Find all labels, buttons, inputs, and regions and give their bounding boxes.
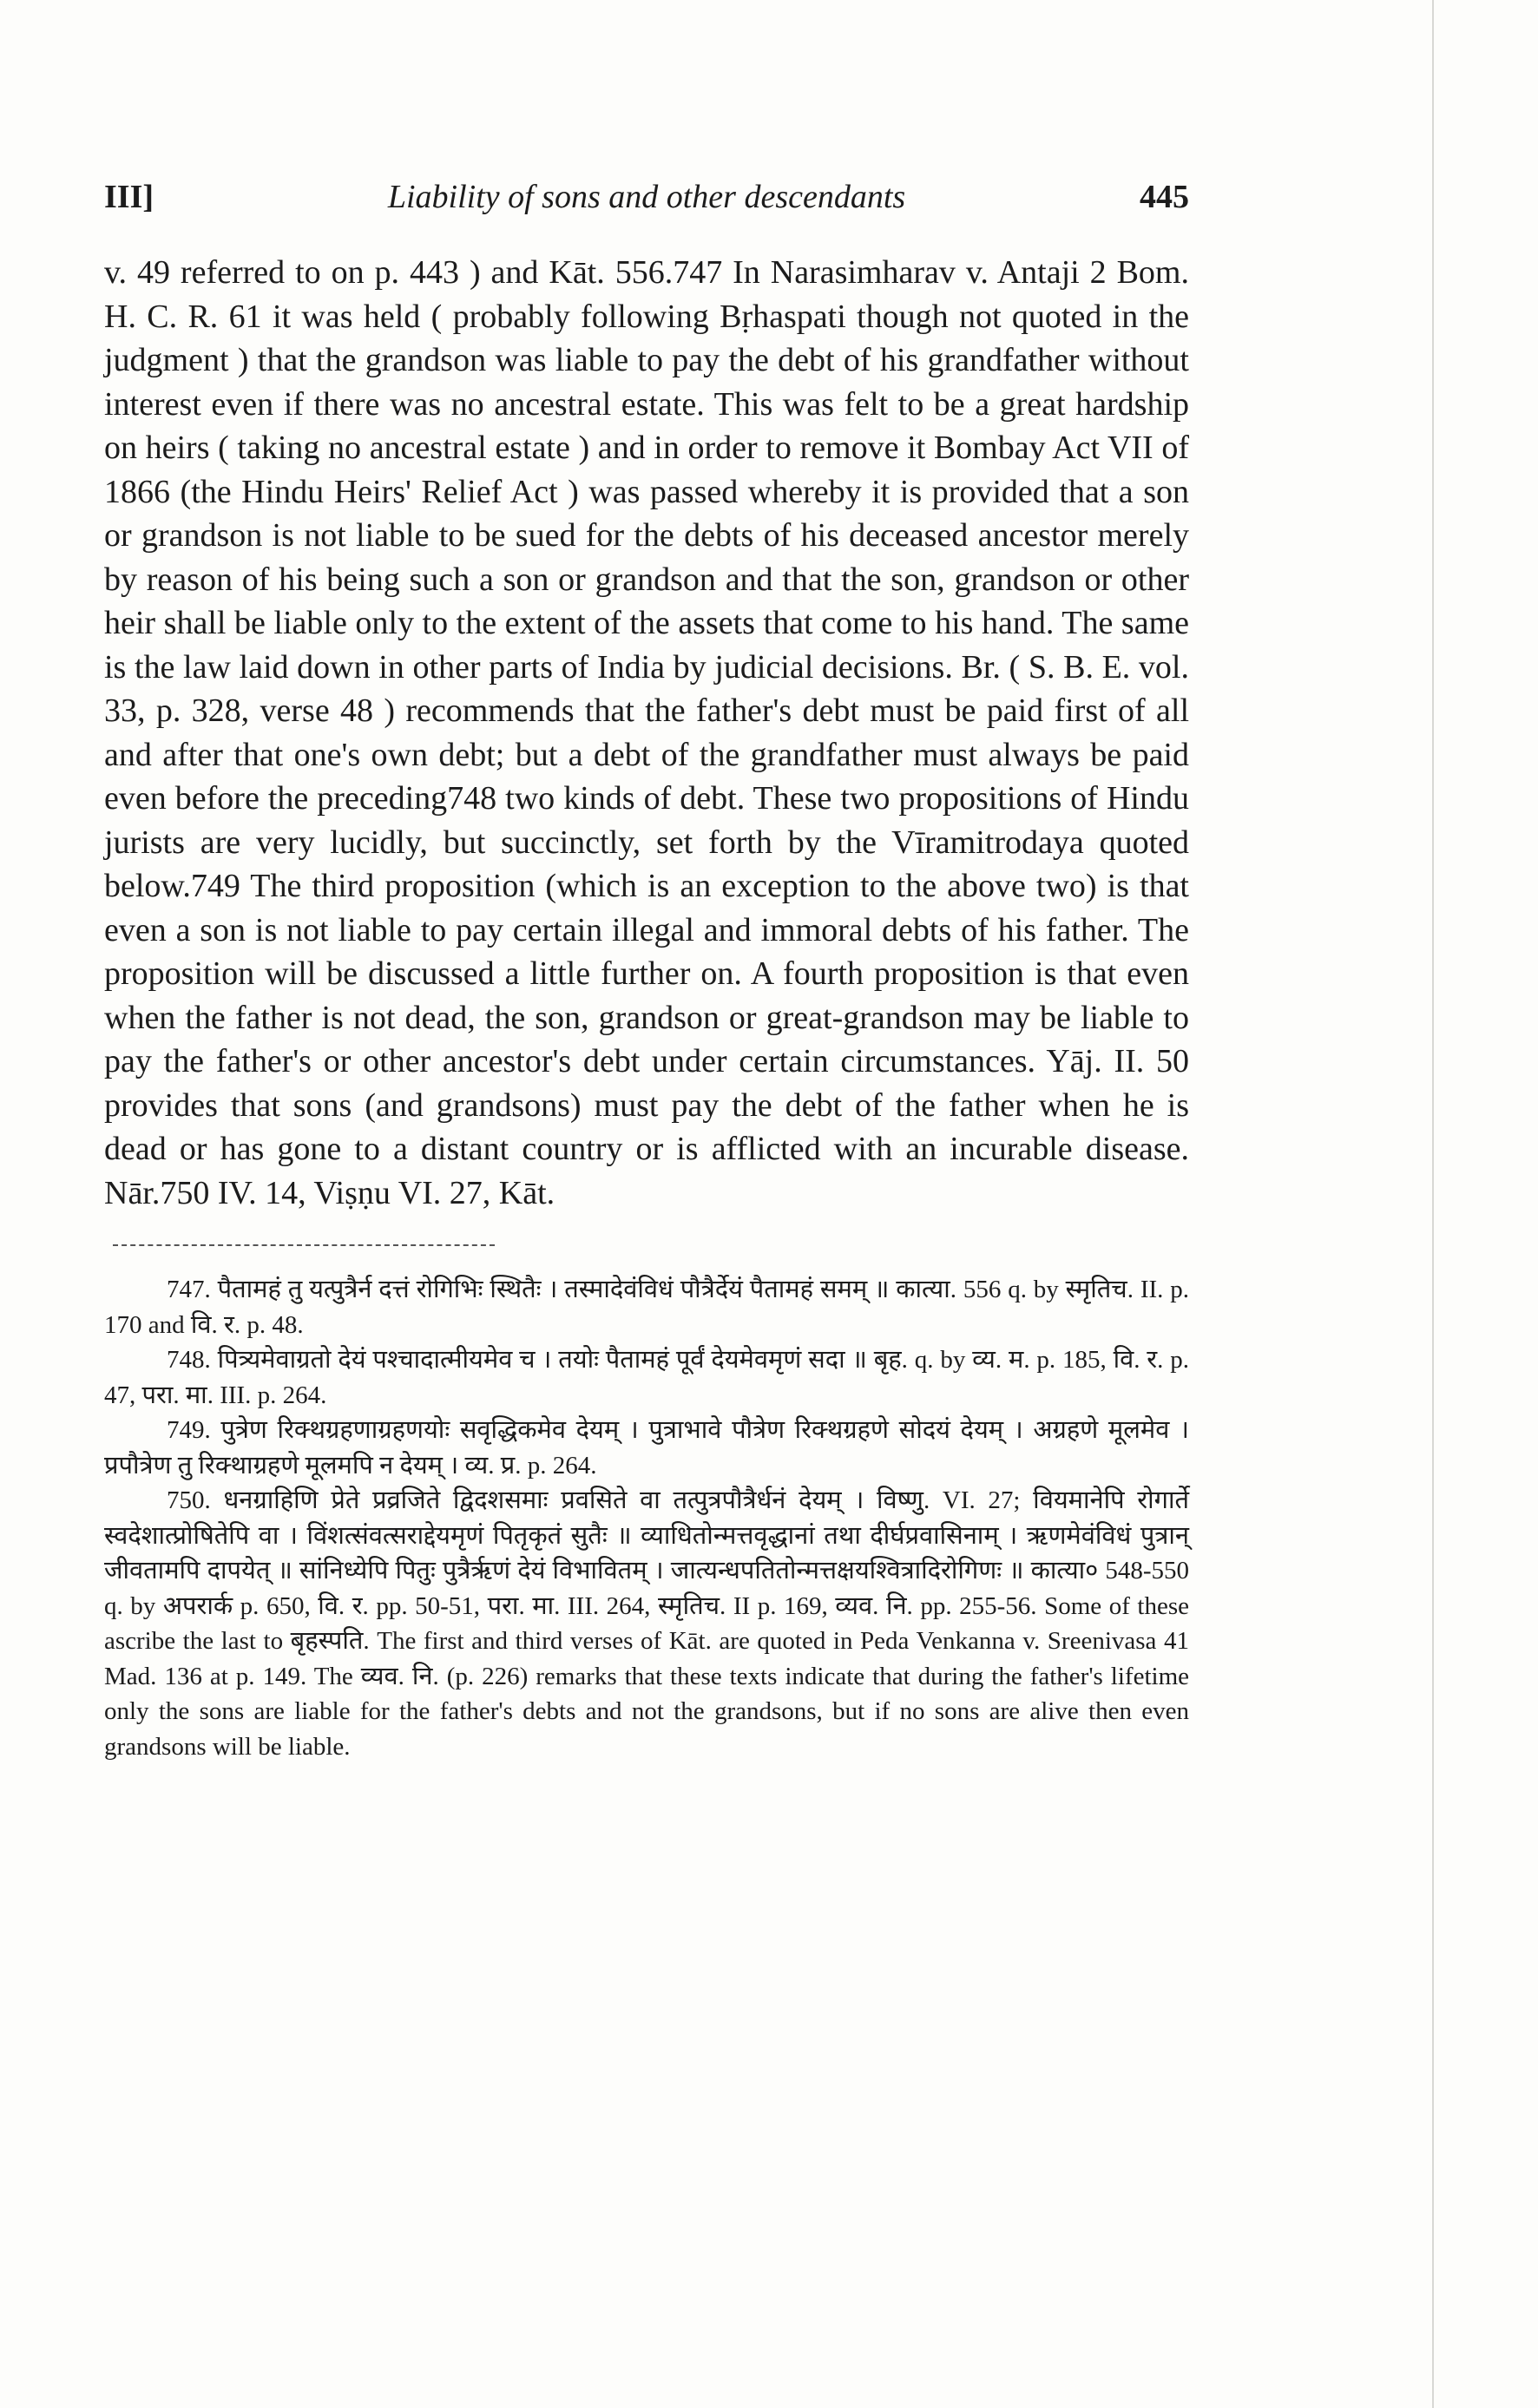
page-number: 445 (1140, 179, 1189, 215)
running-header (104, 178, 1189, 216)
book-page (104, 178, 1189, 1764)
footnote-748: 748. पित्र्यमेवाग्रतो देयं पश्चादात्मीयमेव च । तयोः पैतामहं पूर्वं देयमेवमृणं सदा ॥ बृह. q. by व्य. म. p. 185, वि. र. p. 47, परा. मा. III. p. 264. (104, 1346, 1189, 1409)
body-paragraph: v. 49 referred to on p. 443 ) and Kāt. 556.747 In Narasimharav v. Antaji 2 Bom. H. C. R. 61 it was held ( probably following Bṛhaspati though not quoted in the judgment ) that the grandson was liable to pay the debt of his grandfather without interest even if there was no ancestral estate. This was felt to be a great hardship on heirs ( taking no ancestral estate ) and in order to remove it Bombay Act VII of 1866 (the Hindu Heirs' Relief Act ) was passed whereby it is provided that a son or grandson is not liable to be sued for the debts of his deceased ancestor merely by reason of his being such a son or grandson and that the son, grandson or other heir shall be liable only to the extent of the assets that come to his hand. The same is the law laid down in other parts of India by judicial decisions. Br. ( S. B. E. vol. 33, p. 328, verse 48 ) recommends that the father's debt must be paid first of all and after that one's own debt; but a debt of the grandfather must always be paid even before the preceding748 two kinds of debt. These two propositions of Hindu jurists are very lucidly, but succinctly, set forth by the Vīramitrodaya quoted below.749 The third proposition (which is an exception to the above two) is that even a son is not liable to pay certain illegal and immoral debts of his father. The proposition will be discussed a little further on. A fourth proposition is that even when the father is not dead, the son, grandson or great-grandson may be liable to pay the father's or other ancestor's debt under certain circumstances. Yāj. II. 50 provides that sons (and grandsons) must pay the debt of the father when he is dead or has gone to a distant country or is afflicted with an incurable disease. Nār.750 IV. 14, Viṣṇu VI. 27, Kāt. (104, 254, 1189, 1211)
footnote-749: 749. पुत्रेण रिक्थग्रहणाग्रहणयोः सवृद्धिकमेव देयम् । पुत्राभावे पौत्रेण रिक्थग्रहणे सोदयं देयम् । अग्रहणे मूलमेव । प्रपौत्रेण तु रिक्थाग्रहणे मूलमपि न देयम् । व्य. प्र. p. 264. (104, 1416, 1189, 1480)
footnotes (104, 1272, 1189, 1764)
footnote-750: 750. धनग्राहिणि प्रेते प्रव्रजिते द्विदशसमाः प्रवसिते वा तत्पुत्रपौत्रैर्धनं देयम् । विष्णु. VI. 27; वियमानेपि रोगार्ते स्वदेशात्प्रोषितेपि वा । विंशत्संवत्सराद्देयमृणं पितृकृतं सुतैः ॥ व्याधितोन्मत्तवृद्धानां तथा दीर्घप्रवासिनाम् । ऋणमेवंविधं पुत्रान् जीवतामपि दापयेत् ॥ सांनिध्येपि पितुः पुत्रैर्ऋणं देयं विभावितम् । जात्यन्धपतितोन्मत्तक्षयश्वित्रादिरोगिणः ॥ कात्या० 548-550 q. by अपरार्क p. 650, वि. र. pp. 50-51, परा. मा. III. 264, स्मृतिच. II p. 169, व्यव. नि. pp. 255-56. Some of these ascribe the last to बृहस्पति. The first and third verses of Kāt. are quoted in Peda Venkanna v. Sreenivasa 41 Mad. 136 at p. 149. The व्यव. नि. (p. 226) remarks that these texts indicate that during the father's lifetime only the sons are liable for the father's debts and not the grandsons, but if no sons are alive then even grandsons will be liable. (104, 1486, 1189, 1761)
chapter-marker: III] (104, 179, 154, 215)
running-title: Liability of sons and other descendants (387, 179, 906, 215)
page-edge-line (1432, 0, 1434, 2408)
footnote-747: 747. पैतामहं तु यत्पुत्रैर्न दत्तं रोगिभिः स्थितैः । तस्मादेवंविधं पौत्रैर्देयं पैतामहं समम् ॥ कात्या. 556 q. by स्मृतिच. II. p. 170 and वि. र. p. 48. (104, 1276, 1189, 1339)
main-text (104, 251, 1189, 1215)
footnote-separator (113, 1244, 495, 1246)
